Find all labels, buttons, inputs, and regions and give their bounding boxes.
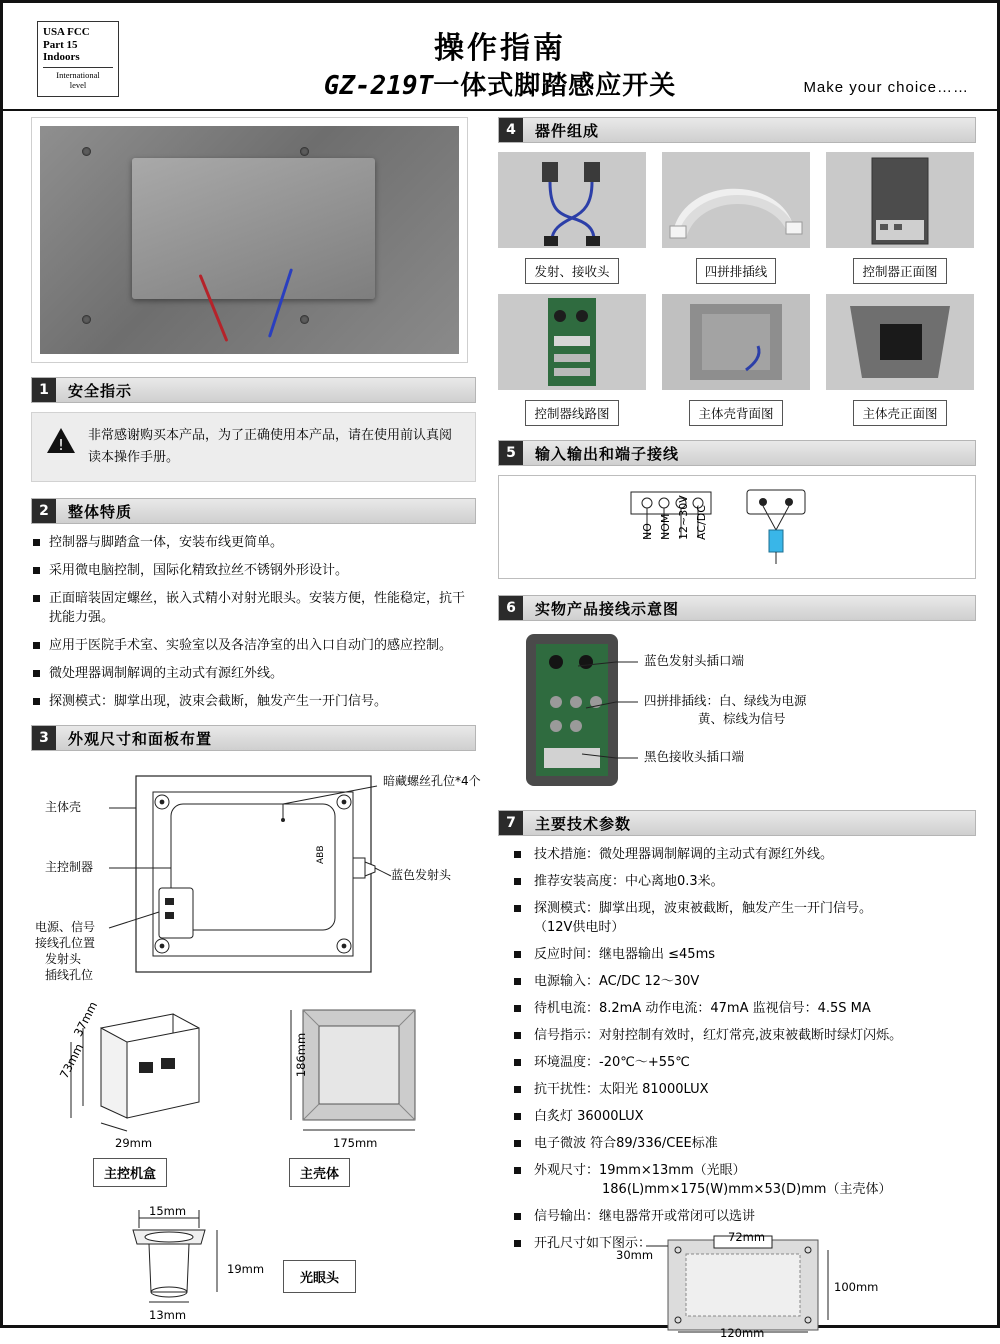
label-emitter-head: 发射头 bbox=[45, 952, 82, 966]
wiring-note-2b: 黄、棕线为信号 bbox=[698, 711, 786, 726]
screw-icon bbox=[300, 315, 309, 324]
spec-item bbox=[512, 1161, 976, 1199]
label-screw-holes: 暗藏螺丝孔位*4个 bbox=[383, 774, 481, 788]
component-caption: 发射、接收头 bbox=[525, 258, 618, 284]
dim-120mm: 120mm bbox=[720, 1326, 765, 1340]
label-wire-hole-position: 接线孔位置 bbox=[35, 936, 96, 950]
emitter-receiver-photo bbox=[498, 152, 646, 248]
component-cell bbox=[498, 152, 646, 284]
fcc-line-1: USA FCC bbox=[43, 26, 90, 38]
spec-item bbox=[512, 1053, 976, 1072]
component-caption: 控制器正面图 bbox=[853, 258, 946, 284]
spec-text: 待机电流：8.2mA 动作电流：47mA 监视信号：4.5S MA bbox=[534, 1001, 871, 1016]
spec-text: 探测模式：脚掌出现，波束被截断，触发产生一开门信号。 bbox=[534, 901, 873, 916]
section-number: 4 bbox=[499, 118, 523, 142]
section-number: 3 bbox=[32, 726, 56, 750]
section-caption: 实物产品接线示意图 bbox=[535, 599, 680, 618]
dim-72mm: 72mm bbox=[728, 1230, 766, 1244]
spec-text: 电子微波 符合89/336/CEE标准 bbox=[534, 1136, 718, 1151]
component-cell bbox=[498, 294, 646, 426]
product-model: GZ-219T bbox=[323, 71, 434, 101]
page-body bbox=[3, 111, 997, 1340]
svg-text:!: ! bbox=[57, 436, 65, 454]
four-pin-cable-photo bbox=[662, 152, 810, 248]
safety-notice bbox=[31, 412, 476, 482]
component-cell bbox=[662, 294, 810, 426]
hero-photo-inner bbox=[40, 126, 459, 354]
list-item: 控制器与脚踏盒一体，安装布线更简单。 bbox=[31, 533, 476, 552]
screw-icon bbox=[300, 147, 309, 156]
section-header-safety bbox=[31, 377, 476, 403]
section-header-dimensions bbox=[31, 725, 476, 751]
dim-37mm: 37mm bbox=[70, 999, 101, 1039]
terminal-label-no: NO bbox=[641, 523, 654, 540]
label-power-signal: 电源、信号 bbox=[35, 920, 96, 934]
fcc-line-5: level bbox=[69, 79, 87, 90]
section-caption: 外观尺寸和面板布置 bbox=[68, 729, 213, 748]
terminal-diagram-svg bbox=[499, 476, 977, 578]
label-main-shell: 主体壳 bbox=[45, 800, 82, 814]
spec-text: 外观尺寸：19mm×13mm（光眼） bbox=[534, 1163, 746, 1178]
cutout-dimension-diagram bbox=[616, 1230, 882, 1340]
screw-icon bbox=[82, 315, 91, 324]
dim-186mm: 186mm bbox=[294, 1032, 309, 1078]
terminal-label-voltage: 12~30V bbox=[677, 495, 690, 540]
spec-item bbox=[512, 845, 976, 864]
page-header bbox=[3, 3, 997, 111]
component-caption: 主体壳背面图 bbox=[689, 400, 782, 426]
dim-13mm: 13mm bbox=[149, 1308, 187, 1322]
spec-text: 环境温度：-20℃〜+55℃ bbox=[534, 1055, 690, 1070]
component-cell bbox=[826, 294, 974, 426]
product-type: 一体式脚踏感应开关 bbox=[433, 71, 677, 101]
list-item: 微处理器调制解调的主动式有源红外线。 bbox=[31, 664, 476, 683]
dimension-drawing bbox=[31, 760, 481, 1322]
spec-item bbox=[512, 1107, 976, 1126]
spec-subtext: 186(L)mm×175(W)mm×53(D)mm（主壳体） bbox=[602, 1182, 892, 1197]
spec-item bbox=[512, 899, 976, 937]
main-body-outline bbox=[261, 996, 451, 1136]
controller-front-photo bbox=[826, 152, 974, 248]
caption-eye-head: 光眼头 bbox=[283, 1260, 356, 1293]
dim-100mm: 100mm bbox=[834, 1280, 879, 1294]
list-item: 应用于医院手术室、实验室以及各洁净室的出入口自动门的感应控制。 bbox=[31, 636, 476, 655]
list-item: 探测模式：脚掌出现，波束会截断，触发产生一开门信号。 bbox=[31, 692, 476, 711]
spec-text: 抗干扰性：太阳光 81000LUX bbox=[534, 1082, 709, 1097]
fcc-line-3: Indoors bbox=[43, 51, 80, 63]
label-blue-emitter: 蓝色发射头 bbox=[391, 868, 452, 882]
dim-15mm: 15mm bbox=[149, 1204, 187, 1218]
spec-item bbox=[512, 999, 976, 1018]
section-caption: 输入输出和端子接线 bbox=[535, 444, 680, 463]
section-number: 1 bbox=[32, 378, 56, 402]
wiring-note-3: 黑色接收头插口端 bbox=[644, 749, 745, 764]
spec-item bbox=[512, 1230, 976, 1340]
safety-notice-text: 非常感谢购买本产品，为了正确使用本产品，请在使用前认真阅读本操作手册。 bbox=[88, 428, 453, 465]
component-cell bbox=[662, 152, 810, 284]
brand-tagline: Make your choice…… bbox=[803, 79, 969, 96]
spec-item bbox=[512, 872, 976, 891]
warning-triangle-icon bbox=[46, 427, 76, 454]
spec-text: 信号输出：继电器常开或常闭可以选讲 bbox=[534, 1209, 756, 1224]
dim-175mm: 175mm bbox=[333, 1136, 378, 1150]
body-front-photo bbox=[826, 294, 974, 390]
caption-main-body: 主壳体 bbox=[289, 1158, 350, 1187]
dim-19mm: 19mm bbox=[227, 1262, 265, 1276]
section-header-features bbox=[31, 498, 476, 524]
wiring-photo-block bbox=[498, 630, 976, 798]
wiring-note-2a: 四拼排插线：白、绿线为电源 bbox=[644, 693, 807, 708]
component-caption: 四拼排插线 bbox=[696, 258, 777, 284]
section-header-components bbox=[498, 117, 976, 143]
terminal-label-acdc: AC/DC bbox=[695, 505, 708, 540]
product-plate bbox=[132, 158, 375, 299]
screw-icon bbox=[82, 147, 91, 156]
component-cell bbox=[826, 152, 974, 284]
spec-text: 白炙灯 36000LUX bbox=[534, 1109, 644, 1124]
terminal-label-nom: NOM bbox=[659, 513, 672, 540]
right-column bbox=[498, 117, 976, 1340]
spec-item bbox=[512, 1080, 976, 1099]
section-caption: 整体特质 bbox=[68, 502, 133, 521]
section-header-specs bbox=[498, 810, 976, 836]
spec-text: 开孔尺寸如下图示： bbox=[534, 1236, 652, 1251]
section-number: 7 bbox=[499, 811, 523, 835]
component-row-2 bbox=[498, 294, 976, 426]
spec-item bbox=[512, 1134, 976, 1153]
fcc-line-2: Part 15 bbox=[43, 38, 78, 51]
section-number: 6 bbox=[499, 596, 523, 620]
component-row-1 bbox=[498, 152, 976, 284]
dim-29mm: 29mm bbox=[115, 1136, 153, 1150]
feature-list bbox=[31, 533, 476, 711]
label-main-controller: 主控制器 bbox=[45, 860, 94, 874]
dim-30mm: 30mm bbox=[616, 1248, 654, 1262]
svg-text:ABB: ABB bbox=[316, 845, 326, 864]
section-header-terminals bbox=[498, 440, 976, 466]
spec-text: 电源输入：AC/DC 12〜30V bbox=[534, 974, 700, 989]
section-caption: 主要技术参数 bbox=[535, 814, 632, 833]
spec-text: 反应时间：继电器输出 ≤45ms bbox=[534, 947, 716, 962]
spec-text: 信号指示：对射控制有效时，红灯常亮,波束被截断时绿灯闪烁。 bbox=[534, 1028, 903, 1043]
hero-product-photo bbox=[31, 117, 468, 363]
spec-text: 推荐安装高度：中心离地0.3米。 bbox=[534, 874, 724, 889]
label-plug-hole: 插线孔位 bbox=[45, 968, 94, 982]
list-item: 采用微电脑控制，国际化精致拉丝不锈钢外形设计。 bbox=[31, 561, 476, 580]
list-item: 正面暗装固定螺丝，嵌入式精小对射光眼头。安装方便，性能稳定，抗干扰能力强。 bbox=[31, 589, 476, 627]
spec-text: 技术措施：微处理器调制解调的主动式有源红外线。 bbox=[534, 847, 834, 862]
controller-circuit-photo bbox=[498, 294, 646, 390]
fcc-line-4: International bbox=[56, 69, 100, 80]
component-caption: 控制器线路图 bbox=[525, 400, 618, 426]
spec-item bbox=[512, 1026, 976, 1045]
left-column bbox=[31, 117, 481, 1322]
spec-item bbox=[512, 945, 976, 964]
caption-controller-box: 主控机盒 bbox=[93, 1158, 167, 1187]
spec-subtext: （12V供电时） bbox=[534, 920, 625, 935]
spec-item bbox=[512, 972, 976, 991]
spec-item bbox=[512, 1207, 976, 1226]
section-caption: 器件组成 bbox=[535, 121, 600, 140]
dim-73mm: 73mm bbox=[56, 1041, 87, 1081]
section-number: 2 bbox=[32, 499, 56, 523]
spec-list bbox=[498, 845, 976, 1340]
page-title: 操作指南 bbox=[434, 31, 566, 66]
body-back-photo bbox=[662, 294, 810, 390]
component-caption: 主体壳正面图 bbox=[853, 400, 946, 426]
terminal-wiring-diagram bbox=[498, 475, 976, 579]
section-number: 5 bbox=[499, 441, 523, 465]
section-header-wiring-photo bbox=[498, 595, 976, 621]
wiring-note-1: 蓝色发射头插口端 bbox=[644, 653, 745, 668]
section-caption: 安全指示 bbox=[68, 381, 133, 400]
